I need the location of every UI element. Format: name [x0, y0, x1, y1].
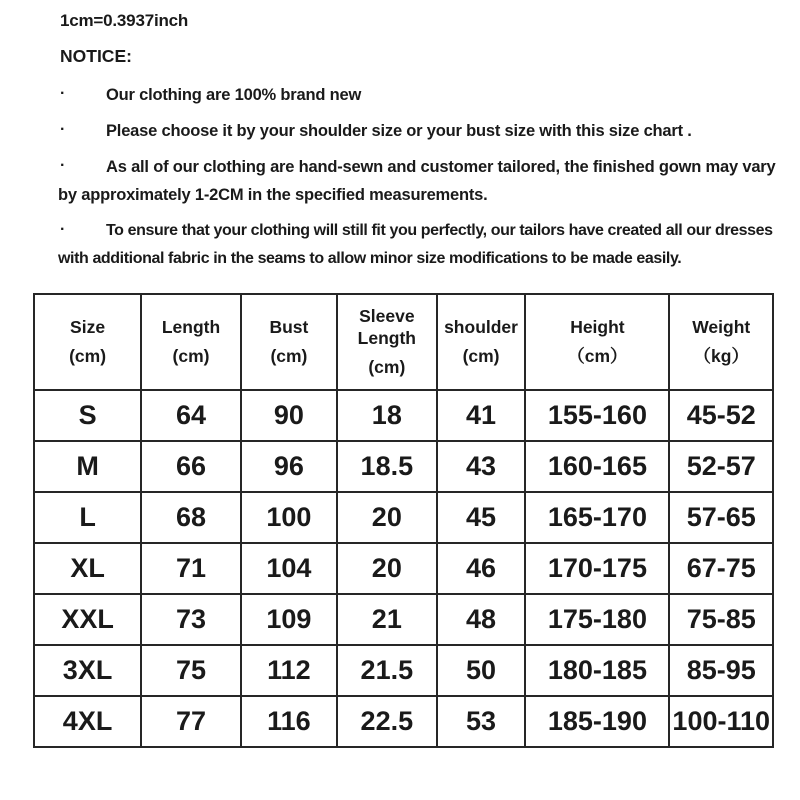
notice-item: [58, 81, 788, 109]
column-header-unit: (cm): [172, 345, 210, 366]
cell-bust: 100: [241, 492, 337, 543]
column-header-sleeve-length: [337, 294, 437, 390]
bullet-marker: ·: [60, 221, 65, 238]
notice-item: [58, 117, 788, 145]
cell-bust: 96: [241, 441, 337, 492]
column-header-length: [141, 294, 241, 390]
cell-size: XXL: [34, 594, 141, 645]
cell-length: 73: [141, 594, 241, 645]
column-header-unit: （cm）: [567, 345, 628, 366]
cell-sleeve-length: 18: [337, 390, 437, 441]
column-header-unit: (cm): [462, 345, 500, 366]
table-row-m: [34, 441, 773, 492]
notice-item-text: Our clothing are 100% brand new: [106, 86, 362, 104]
cell-height: 170-175: [525, 543, 669, 594]
cell-bust: 90: [241, 390, 337, 441]
cell-weight: 85-95: [669, 645, 773, 696]
cell-shoulder: 43: [437, 441, 526, 492]
cell-bust: 109: [241, 594, 337, 645]
cell-size: M: [34, 441, 141, 492]
table-row-xxl: [34, 594, 773, 645]
cell-sleeve-length: 21.5: [337, 645, 437, 696]
column-header-label: Weight: [692, 317, 751, 338]
cell-size: 4XL: [34, 696, 141, 747]
cell-length: 71: [141, 543, 241, 594]
cell-shoulder: 41: [437, 390, 526, 441]
cell-size: 3XL: [34, 645, 141, 696]
cell-shoulder: 50: [437, 645, 526, 696]
cell-height: 155-160: [525, 390, 669, 441]
column-header-label: Sleeve Length: [357, 306, 416, 348]
cell-weight: 52-57: [669, 441, 773, 492]
cell-length: 64: [141, 390, 241, 441]
cell-bust: 104: [241, 543, 337, 594]
cell-shoulder: 46: [437, 543, 526, 594]
cell-sleeve-length: 22.5: [337, 696, 437, 747]
column-header-height: [525, 294, 669, 390]
cell-shoulder: 45: [437, 492, 526, 543]
table-row-3xl: [34, 645, 773, 696]
table-header-row: [34, 294, 773, 390]
notice-item-text: Please choose it by your shoulder size or your bust size with this size chart .: [106, 122, 692, 140]
column-header-label: Size: [70, 317, 106, 338]
cell-length: 66: [141, 441, 241, 492]
cell-shoulder: 53: [437, 696, 526, 747]
size-chart-page: [0, 10, 800, 800]
cell-length: 77: [141, 696, 241, 747]
cell-weight: 57-65: [669, 492, 773, 543]
cell-height: 165-170: [525, 492, 669, 543]
cell-weight: 75-85: [669, 594, 773, 645]
size-chart-table: [33, 293, 774, 748]
cell-length: 75: [141, 645, 241, 696]
bullet-marker: ·: [60, 157, 66, 174]
cell-height: 175-180: [525, 594, 669, 645]
cell-size: XL: [34, 543, 141, 594]
cell-size: L: [34, 492, 141, 543]
cell-weight: 100-110: [669, 696, 773, 747]
notice-title: NOTICE:: [60, 46, 132, 66]
column-header-shoulder: [437, 294, 526, 390]
conversion-note: 1cm=0.3937inch: [60, 11, 189, 30]
notice-item: [58, 153, 788, 209]
cell-weight: 67-75: [669, 543, 773, 594]
cell-weight: 45-52: [669, 390, 773, 441]
cell-height: 185-190: [525, 696, 669, 747]
notice-list: [0, 81, 800, 273]
column-header-unit: (cm): [69, 345, 107, 366]
notice-item-text: As all of our clothing are hand-sewn and customer tailored, the finished gown may vary by approximately 1-2CM in the specified measurements.: [58, 158, 776, 204]
column-header-weight: [669, 294, 773, 390]
column-header-label: Height: [570, 317, 625, 338]
cell-length: 68: [141, 492, 241, 543]
cell-sleeve-length: 20: [337, 492, 437, 543]
cell-sleeve-length: 20: [337, 543, 437, 594]
bullet-marker: ·: [60, 85, 66, 102]
table-row-4xl: [34, 696, 773, 747]
bullet-marker: ·: [60, 121, 66, 138]
cell-height: 160-165: [525, 441, 669, 492]
column-header-label: Length: [161, 317, 221, 338]
notice-item: [58, 217, 788, 273]
table-row-xl: [34, 543, 773, 594]
cell-bust: 116: [241, 696, 337, 747]
cell-sleeve-length: 21: [337, 594, 437, 645]
column-header-unit: （kg）: [693, 345, 749, 366]
notice-item-text: To ensure that your clothing will still fit you perfectly, our tailors have created all our dresses with additional fabric in the seams to allow minor size modifications to be made easily.: [58, 222, 773, 267]
column-header-label: Bust: [269, 317, 309, 338]
column-header-unit: (cm): [368, 356, 406, 377]
cell-size: S: [34, 390, 141, 441]
cell-bust: 112: [241, 645, 337, 696]
table-row-s: [34, 390, 773, 441]
table-row-l: [34, 492, 773, 543]
cell-shoulder: 48: [437, 594, 526, 645]
column-header-label: shoulder: [444, 317, 518, 338]
cell-height: 180-185: [525, 645, 669, 696]
cell-sleeve-length: 18.5: [337, 441, 437, 492]
column-header-unit: (cm): [270, 345, 308, 366]
column-header-bust: [241, 294, 337, 390]
column-header-size: [34, 294, 141, 390]
